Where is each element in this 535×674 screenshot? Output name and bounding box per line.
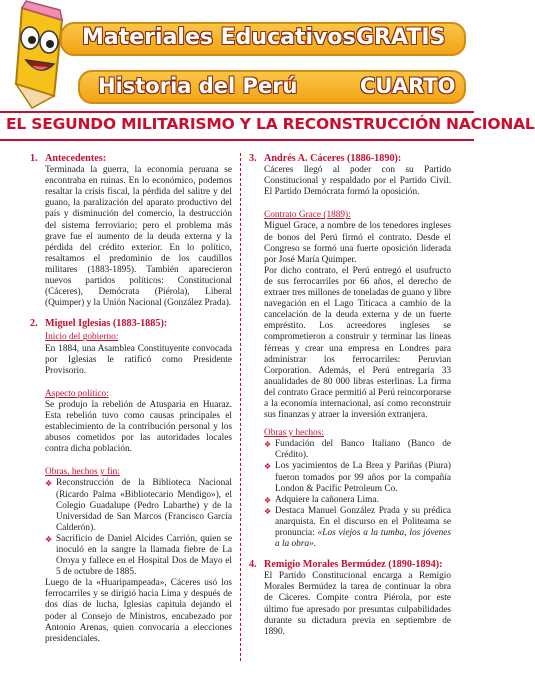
diamond-bullet-icon: ❖: [264, 495, 272, 505]
subheading-obras-hechos: Obras y hechos:: [264, 428, 324, 439]
gratis-label: GRATIS: [356, 25, 446, 50]
list-item: ❖ Destaca Manuel González Prada y su prédica anarquista. En el discurso en el Politeama se pronuncia: «Los viejos a la tumba, los jóvenes a la obra».: [264, 505, 451, 550]
site-title: Materiales Educativos: [82, 25, 356, 50]
diamond-bullet-icon: ❖: [264, 440, 272, 450]
section-antecedentes: 1. Antecedentes:: [30, 153, 107, 164]
content-area: [30, 153, 451, 663]
list-item: ❖ Reconstrucción de la Biblioteca Nacional (Ricardo Palma «Bibliotecario Mendigo»), el Colegio Guadalupe (Pedro Labarthe) y de la Universidad de San Marcos (Francisco García Calderón).: [45, 478, 232, 533]
huaripampeada-text: Luego de la «Huaripampeada», Cáceres usó los ferrocarriles y se dirigió hacia Lima y después de dos días de lucha, Iglesias capitula dejando el poder al Consejo de Ministros, encabezado por Antonio Arenas, quien convocaría a elecciones presidenciales.: [45, 578, 232, 644]
left-column: [30, 153, 232, 645]
grade-label: CUARTO: [360, 74, 456, 98]
list-item: ❖ Sacrificio de Daniel Alcides Carrión, quien se inoculó en la sangre la llamada fiebre de La Oroya y fallece en el Hospital Dos de Mayo el 5 de octubre de 1885.: [45, 533, 232, 578]
diamond-bullet-icon: ❖: [45, 479, 53, 489]
right-column: [249, 153, 451, 638]
course-title: Historia del Perú: [98, 74, 298, 98]
contrato-grace-text: Miguel Grace, a nombre de los tenedores ingleses de bonos del Perú firmó el contrato. Desde el Congreso se formó una fuerte oposición liderada por José María Quimper.: [264, 221, 451, 265]
section-iglesias: 2. Miguel Iglesias (1883-1885):: [30, 318, 168, 330]
pencil-mascot-icon: [2, 0, 76, 110]
list-item: ❖ Los yacimientos de La Brea y Pariñas (Piura) fueron tomados por 99 años por la compañía London & Pacific Petroleum Co.: [264, 461, 451, 494]
subheading-aspecto-politico: Aspecto político:: [45, 388, 109, 399]
subheading-obras: Obras, hechos y fin:: [45, 467, 120, 478]
header: [0, 0, 474, 110]
page-title: EL SEGUNDO MILITARISMO Y LA RECONSTRUCCIÓN NACIONAL: [6, 115, 535, 133]
aspecto-politico-text: Se produjo la rebelión de Atusparia en Huaraz. Esta rebelión tuvo como causas principales el establecimiento de la contribución personal y los abusos cometidos por las autoridades locales contra dicha población.: [45, 399, 232, 455]
section-caceres: 3. Andrés A. Cáceres (1886-1890):: [249, 153, 402, 164]
antecedentes-text: Terminada la guerra, la economía peruana se encontraba en ruinas. En lo económico, podemos resaltar la crisis fiscal, la pérdida del salitre y del guano, la paralización del aparato productivo del país y disminución del comercio, la destrucción del sistema ferroviario; pero el problema más grave fue el aumento de la deuda externa y la pérdida del crédito exterior. En lo político, resaltamos el predominio de los caudillos militares (1883-1895). También aparecieron nuevos partidos políticos: Constitucional (Cáceres), Demócrata (Piérola), Liberal (Quimper) y la Unión Nacional (González Prada).: [45, 165, 232, 309]
inicio-text: En 1884, una Asamblea Constituyente convocada por Iglesias le ratificó como Presidente Provisorio.: [45, 343, 232, 376]
section-morales-bermudez: 4. Remigio Morales Bermúdez (1890-1894):: [249, 559, 443, 571]
contrato-detalle-text: Por dicho contrato, el Perú entregó el usufructo de sus ferrocarriles por 66 años, el derecho de extraer tres millones de toneladas de guano y libre navegación en el Lago Titicaca a cambio de la cancelación de la deuda externa y de un fuerte empréstito. Los acreedores ingleses se comprometieron a construir y terminar las líneas férreas y crear una empresa en Londres para administrar los ferrocarriles: Peruvian Corporation. Además, el Perú entregaría 33 anualidades de 80 000 libras esterlinas. La firma del contrato Grace permitió al Perú reincorporarse a la economía internacional, así como reconstruir sus finanzas y atraer la inversión extranjera.: [264, 265, 451, 421]
subheading-contrato-grace: Contrato Grace (1889):: [264, 210, 351, 221]
column-divider: [240, 153, 241, 661]
diamond-bullet-icon: ❖: [264, 462, 272, 472]
subheading-inicio: Inicio del gobierno:: [45, 332, 119, 343]
morales-bermudez-text: El Partido Constitucional encarga a Remigio Morales Bermúdez la tarea de continuar la obra de Cáceres. Compite contra Piérola, por este último fue apresado por presuntas culpabilidades durante su dictadura previa en septiembre de 1890.: [264, 571, 451, 637]
diamond-bullet-icon: ❖: [264, 506, 272, 516]
caceres-text: Cáceres llegó al poder con su Partido Constitucional y respaldado por el Partido Civil. El Partido Demócrata formó la oposición.: [264, 165, 451, 198]
diamond-bullet-icon: ❖: [45, 534, 53, 544]
list-item: ❖ Adquiere la cañonera Lima.: [264, 494, 379, 505]
list-item: ❖ Fundación del Banco Italiano (Banco de Crédito).: [264, 439, 451, 461]
